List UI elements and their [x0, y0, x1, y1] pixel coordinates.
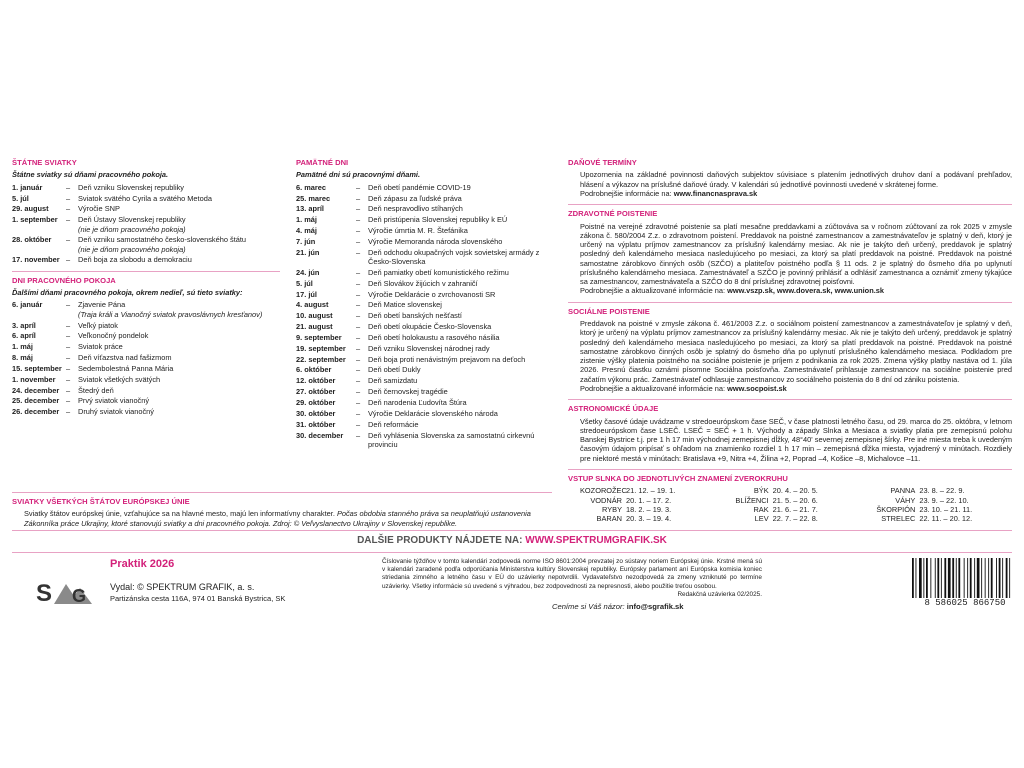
- holiday-name: Druhý sviatok vianočný: [78, 407, 154, 417]
- holiday-name: Deň nespravodlivo stíhaných: [368, 204, 463, 214]
- zodiac-item: [873, 486, 1012, 495]
- zodiac-item: [873, 496, 1012, 505]
- dash: –: [66, 300, 71, 310]
- svg-text:G: G: [72, 586, 87, 606]
- holiday-date: 28. október: [12, 235, 52, 245]
- holiday-note: (nie je dňom pracovného pokoja): [78, 244, 186, 254]
- holiday-date: 8. máj: [12, 353, 33, 363]
- social-link[interactable]: www.socpoist.sk: [727, 383, 787, 393]
- dash: –: [356, 343, 361, 353]
- zodiac-name: RAK: [753, 504, 769, 514]
- dash: –: [356, 354, 361, 364]
- zodiac-range: 21. 6. – 21. 7.: [772, 504, 818, 514]
- holiday-row: [296, 237, 541, 246]
- holiday-date: 25. marec: [296, 193, 331, 203]
- svg-text:S: S: [36, 580, 53, 606]
- feedback-email[interactable]: info@sgrafik.sk: [626, 602, 684, 611]
- dash: –: [66, 204, 71, 214]
- zodiac-name: VÁHY: [895, 495, 916, 505]
- holiday-row: [12, 386, 280, 395]
- holiday-name-cell: [368, 355, 541, 364]
- holiday-name-cell: [78, 183, 280, 192]
- tax-title: DAŇOVÉ TERMÍNY: [568, 158, 637, 167]
- holiday-name-cell: [78, 364, 280, 373]
- holiday-row: [296, 333, 541, 342]
- rest-days-section: [12, 276, 280, 417]
- holiday-date: 4. august: [296, 300, 329, 310]
- state-holidays-intro: Štátne sviatky sú dňami pracovného pokoja.: [12, 170, 169, 180]
- social-section: [568, 307, 1012, 393]
- dash: –: [66, 363, 71, 373]
- holiday-name: Deň reformácie: [368, 419, 419, 429]
- social-text: Preddavok na poistné v zmysle zákona č. 461/2003 Z.z. o sociálnom poistení zamestnancov a zamestnávateľov je splatný v deň, ktorý je určený na výplatu príjmov zamestnancov za príslušný kalendárny mesiac. Ak nie je takýto deň určený, preddavok je splatný posledný deň kalendárneho mesiaca nasledujúceho po mesiaci, za ktorý sa platí preddavok na poistné. Preddavok na poistné samostatne zárobkovo činných osôb je splatný do ôsmeho dňa po uplynutí príslušného kalendárneho mesiaca. Podkladom pre zistenie výšky platenia poistného na sociálne poistenie je príjem z podnikania za rok 2025. Zmena výšky platby nastáva od 1. júla 2026. Presnú čiastku oznámi písomne Sociálna poisťovňa. Zamestnávateľ prihlasuje zamestnancov na sociálne poistenie pred začatím výkonu prác. Zamestnávateľ odhlasuje zamestnancov zo sociálneho poistenia do 8 dní od zániku poistenia.: [580, 319, 1012, 384]
- holiday-name: Deň obetí Dukly: [368, 365, 421, 375]
- zodiac-range: 23. 10. – 21. 11.: [919, 504, 973, 514]
- dash: –: [66, 182, 71, 192]
- dash: –: [66, 235, 71, 245]
- holiday-row: [12, 300, 280, 319]
- divider: [568, 399, 1012, 400]
- zodiac-item: [727, 514, 866, 523]
- astro-section: [568, 404, 1012, 463]
- zodiac-name: PANNA: [890, 486, 916, 496]
- holiday-name-cell: [78, 342, 280, 351]
- holiday-name: Zjavenie Pána: [78, 300, 126, 310]
- holiday-name: Výročie Memoranda národa slovenského: [368, 236, 503, 246]
- column-info: [568, 158, 1012, 529]
- zodiac-name: LEV: [754, 514, 769, 524]
- holiday-date: 1. január: [12, 182, 43, 192]
- dash: –: [356, 226, 361, 236]
- holiday-date: 29. október: [296, 398, 336, 408]
- holiday-name-cell: [78, 375, 280, 384]
- holiday-name: Deň obetí okupácie Česko-Slovenska: [368, 322, 492, 332]
- dash: –: [66, 255, 71, 265]
- holiday-date: 24. december: [12, 385, 60, 395]
- holiday-date: 17. júl: [296, 289, 317, 299]
- holiday-row: [12, 204, 280, 213]
- holiday-date: 17. november: [12, 255, 60, 265]
- banner-prefix: DALŠIE PRODUKTY NÁJDETE NA:: [357, 535, 523, 546]
- holiday-name: Výročie úmrtia M. R. Štefánika: [368, 226, 468, 236]
- dash: –: [66, 374, 71, 384]
- holiday-name-cell: [368, 248, 541, 267]
- holiday-note: (Traja králi a Vianočný sviatok pravoslávnych kresťanov): [78, 309, 263, 319]
- state-holidays-title: ŠTÁTNE SVIATKY: [12, 158, 77, 167]
- holiday-name: Výročie SNP: [78, 204, 120, 214]
- holiday-date: 9. september: [296, 332, 342, 342]
- state-holidays-list: [12, 183, 280, 265]
- divider: [12, 271, 280, 272]
- zodiac-item: [727, 496, 866, 505]
- holiday-name: Deň víťazstva nad fašizmom: [78, 353, 172, 363]
- holiday-name: Deň vzniku samostatného česko-slovenského štátu: [78, 235, 247, 245]
- holiday-name-cell: [368, 204, 541, 213]
- dash: –: [66, 193, 71, 203]
- holiday-name: Deň vzniku Slovenskej národnej rady: [368, 343, 490, 353]
- holiday-name: Veľkonočný pondelok: [78, 331, 149, 341]
- holiday-row: [296, 204, 541, 213]
- holiday-name: Deň Slovákov žijúcich v zahraničí: [368, 278, 478, 288]
- holiday-name-cell: [368, 237, 541, 246]
- zodiac-title: VSTUP SLNKA DO JEDNOTLIVÝCH ZNAMENÍ ZVEROKRUHU: [568, 473, 788, 483]
- zodiac-range: 23. 9. – 22. 10.: [919, 495, 969, 505]
- holiday-date: 10. august: [296, 311, 333, 321]
- dash: –: [356, 300, 361, 310]
- social-title: SOCIÁLNE POISTENIE: [568, 306, 650, 316]
- zodiac-item: [727, 505, 866, 514]
- holiday-name: Deň obetí holokaustu a rasového násilia: [368, 332, 500, 342]
- holiday-row: [296, 322, 541, 331]
- holiday-name-cell: [368, 183, 541, 192]
- holiday-row: [296, 226, 541, 235]
- eu-note: Počas obdobia stanného práva sa neuplatňujú ustanovenia Zákonníka práce Ukrajiny, ktoré stanovujú sviatky a dni pracovného pokoja. Zdroj: © Veľvyslanectvo Ukrajiny v Slovenskej republike.: [24, 509, 531, 528]
- dash: –: [356, 267, 361, 277]
- holiday-name-cell: [368, 409, 541, 418]
- holiday-name-cell: [368, 387, 541, 396]
- holiday-name: Deň samizdatu: [368, 376, 418, 386]
- astro-text: Všetky časové údaje uvádzame v stredoeurópskom čase SEČ, v čase platnosti letného času, od 29. marca do 25. októbra, v letnom stredoeurópskom čase LSEČ. LSEČ = SEČ + 1 h. Východy a západy Slnka a Mesiaca a sviatky platia pre zemepisnú polohu Banskej Bystrice t.j. pre 1 h 17 min východnej zemepisnej dĺžky, 48°40' severnej zemepisnej šírky. Pre iné miesta treba k uvedeným časovým údajom pripísať s ohľadom na znamienko rozdiel 1 h 17 min – zemepisná dĺžka miesta, vyjadrený v minútach. Rozdiely pre niektoré mestá v minútach: Bratislava +9, Nitra +4, Žilina +2, Poprad –4, Košice –8, Michalovce –11.: [580, 416, 1012, 463]
- holiday-row: [12, 353, 280, 362]
- zodiac-name: RYBY: [602, 504, 622, 514]
- zodiac-range: 21. 12. – 19. 1.: [626, 486, 676, 496]
- holiday-date: 1. november: [12, 374, 56, 384]
- holiday-name-cell: [368, 322, 541, 331]
- holiday-name: Deň narodenia Ľudovíta Štúra: [368, 398, 467, 408]
- holiday-row: [296, 387, 541, 396]
- holiday-name: Štedrý deň: [78, 385, 114, 395]
- holiday-name: Sedembolestná Panna Mária: [78, 363, 174, 373]
- dash: –: [356, 408, 361, 418]
- holiday-name-cell: [368, 398, 541, 407]
- holiday-name: Deň vzniku Slovenskej republiky: [78, 182, 184, 192]
- holiday-date: 6. apríl: [12, 331, 36, 341]
- holiday-name-cell: [368, 311, 541, 320]
- holiday-row: [12, 255, 280, 264]
- holiday-name-cell: [78, 407, 280, 416]
- holiday-row: [296, 376, 541, 385]
- holiday-name-cell: [368, 344, 541, 353]
- holiday-name-cell: [368, 194, 541, 203]
- column-memorial: [296, 158, 541, 451]
- holiday-row: [296, 268, 541, 277]
- dash: –: [356, 182, 361, 192]
- memorial-days-title: PAMÄTNÉ DNI: [296, 158, 349, 167]
- holiday-row: [296, 248, 541, 267]
- zodiac-range: 20. 3. – 19. 4.: [626, 514, 672, 524]
- holiday-row: [296, 300, 541, 309]
- holiday-row: [296, 279, 541, 288]
- holiday-name: Deň pamiatky obetí komunistického režimu: [368, 267, 509, 277]
- holiday-name-cell: [78, 321, 280, 330]
- dash: –: [66, 331, 71, 341]
- zodiac-grid: [568, 486, 1012, 523]
- holiday-name: Deň obetí pandémie COVID-19: [368, 182, 471, 192]
- dash: –: [356, 289, 361, 299]
- holiday-name-cell: [368, 431, 541, 450]
- eu-text: Sviatky štátov európskej únie, vzťahujúce sa na hlavné mesto, majú len informatívny charakter.: [24, 509, 335, 519]
- holiday-date: 19. september: [296, 343, 346, 353]
- holiday-date: 1. september: [12, 215, 58, 225]
- holiday-row: [296, 355, 541, 364]
- eu-holidays-section: [12, 488, 552, 528]
- zodiac-name: KOZOROŽEC: [580, 486, 627, 496]
- holiday-date: 6. marec: [296, 182, 326, 192]
- zodiac-item: [580, 505, 719, 514]
- holiday-name-cell: [368, 226, 541, 235]
- holiday-row: [12, 321, 280, 330]
- banner-url[interactable]: WWW.SPEKTRUMGRAFIK.SK: [525, 535, 667, 546]
- dash: –: [66, 407, 71, 417]
- dash: –: [356, 236, 361, 246]
- zodiac-name: VODNÁR: [590, 495, 622, 505]
- product-title: Praktik 2026: [110, 558, 175, 570]
- holiday-date: 24. jún: [296, 267, 320, 277]
- astro-title: ASTRONOMICKÉ ÚDAJE: [568, 404, 659, 414]
- holiday-name: Deň Matice slovenskej: [368, 300, 442, 310]
- dash: –: [66, 215, 71, 225]
- health-link[interactable]: www.vszp.sk, www.dovera.sk, www.union.sk: [727, 286, 884, 296]
- zodiac-range: 20. 1. – 17. 2.: [626, 495, 672, 505]
- dash: –: [66, 353, 71, 363]
- holiday-name: Deň obetí banských nešťastí: [368, 311, 462, 321]
- legal-notice: [382, 558, 762, 599]
- holiday-row: [12, 407, 280, 416]
- holiday-date: 13. apríl: [296, 204, 324, 214]
- holiday-row: [296, 398, 541, 407]
- holiday-date: 1. máj: [12, 342, 33, 352]
- holiday-name: Prvý sviatok vianočný: [78, 396, 150, 406]
- health-section: [568, 209, 1012, 295]
- holiday-date: 21. jún: [296, 247, 320, 257]
- holiday-name: Deň odchodu okupačných vojsk sovietskej armády z Česko-Slovenska: [368, 247, 540, 267]
- holiday-name: Sviatok práce: [78, 342, 123, 352]
- dash: –: [356, 322, 361, 332]
- holiday-name-cell: [78, 204, 280, 213]
- zodiac-item: [873, 505, 1012, 514]
- health-title: ZDRAVOTNÉ POISTENIE: [568, 209, 658, 219]
- holiday-row: [296, 420, 541, 429]
- dash: –: [356, 278, 361, 288]
- tax-text: Upozornenia na základné povinnosti daňových subjektov súvisiace s platením jednotlivých druhov daní a podávaní prehľadov, hlásení a výkazov na príslušné daňové úrady. V kalendári sú jednotlivé povinnosti uvedené v skrátenej forme.: [580, 170, 1012, 189]
- holiday-name: Výročie Deklarácie o zvrchovanosti SR: [368, 289, 496, 299]
- holiday-name-cell: [368, 365, 541, 374]
- holiday-name: Sviatok všetkých svätých: [78, 374, 161, 384]
- memorial-days-list: [296, 183, 541, 449]
- social-link-label: Podrobnejšie a aktualizované informácie na:: [580, 383, 726, 393]
- divider: [568, 302, 1012, 303]
- divider: [568, 469, 1012, 470]
- holiday-row: [12, 342, 280, 351]
- holiday-name: Deň vyhlásenia Slovenska za samostatnú cirkevnú provinciu: [368, 430, 535, 449]
- zodiac-range: 18. 2. – 19. 3.: [626, 504, 672, 514]
- holiday-date: 27. október: [296, 387, 336, 397]
- holiday-row: [12, 183, 280, 192]
- dash: –: [356, 376, 361, 386]
- zodiac-name: BÝK: [753, 486, 769, 496]
- holiday-date: 22. september: [296, 354, 346, 364]
- rest-days-intro: Ďalšími dňami pracovného pokoja, okrem nedieľ, sú tieto sviatky:: [12, 288, 243, 298]
- zodiac-range: 23. 8. – 22. 9.: [919, 486, 965, 496]
- zodiac-name: BLÍŽENCI: [735, 495, 769, 505]
- holiday-date: 25. december: [12, 396, 60, 406]
- holiday-name-cell: [78, 215, 280, 234]
- holiday-name-cell: [368, 290, 541, 299]
- holiday-row: [296, 365, 541, 374]
- holiday-row: [12, 194, 280, 203]
- holiday-name: Sviatok svätého Cyrila a svätého Metoda: [78, 193, 212, 203]
- zodiac-section: [568, 474, 1012, 523]
- zodiac-name: ŠKORPIÓN: [876, 504, 916, 514]
- holiday-name: Deň boja za slobodu a demokraciu: [78, 255, 192, 265]
- dash: –: [356, 193, 361, 203]
- holiday-name-cell: [78, 396, 280, 405]
- holiday-date: 26. december: [12, 407, 60, 417]
- dash: –: [66, 342, 71, 352]
- eu-title: SVIATKY VŠETKÝCH ŠTÁTOV EURÓPSKEJ ÚNIE: [12, 497, 190, 506]
- health-text: Poistné na verejné zdravotné poistenie sa platí mesačne preddavkami a zúčtováva sa v ročnom zúčtovaní za rok 2025 v zmysle zákona č. 580/2004 Z.z. o zdravotnom poistení. Preddavok na poistné zamestnancov a zamestnávateľov je splatný v deň, ktorý je určený na výplatu príjmov zamestnancov za príslušný kalendárny mesiac. Ak nie je takýto deň určený, preddavok je splatný posledný deň kalendárneho mesiaca nasledujúceho po mesiaci, za ktorý sa platí preddavok na poistné. Preddavok na poistné samostatne zárobkovo činných osôb (SZČO) a platiteľov poistného podľa § 11 ods. 2 je splatný do ôsmeho dňa po uplynutí príslušného kalendárneho mesiaca. Zamestnávateľ a SZČO je povinný prihlásiť a odhlásiť zamestnanca a oznámiť zmeny týkajúce sa zamestnancov, zamestnávateľa a SZČO do 8 dní príslušnej zdravotnej poisťovni.: [580, 221, 1012, 287]
- rest-days-list: [12, 300, 280, 416]
- dash: –: [356, 387, 361, 397]
- feedback-label: Ceníme si Váš názor:: [552, 602, 625, 611]
- zodiac-item: [727, 486, 866, 495]
- legal-text: Číslovanie týždňov v tomto kalendári zodpovedá norme ISO 8601:2004 prevzatej zo sústavy noriem Európskej únie. Krstné mená sú v kalendári zaradené podľa odporúčania Ministerstva kultúry Slovenskej republiky. Európsky parlament aní Európska komisia koniec striedania zimného a letného času v EÚ do uzávierky nepotvrdili. Vydavateľstvo nezodpovedá za zmeny vzniknuté po termíne uzávierky. Všetky informácie sú uvedené s výhradou, bez zodpovednosti za nepresnosti, alebo použitie treťou osobou.: [382, 558, 762, 590]
- dash: –: [356, 215, 361, 225]
- holiday-name-cell: [368, 268, 541, 277]
- holiday-row: [296, 311, 541, 320]
- health-link-label: Podrobnejšie a aktualizované informácie na:: [580, 286, 726, 296]
- holiday-date: 7. jún: [296, 236, 316, 246]
- holiday-row: [296, 431, 541, 450]
- barcode-number: 8 586025 866750: [906, 598, 1024, 609]
- holiday-date: 6. október: [296, 365, 332, 375]
- holiday-name-cell: [78, 353, 280, 362]
- holiday-name-cell: [368, 376, 541, 385]
- dash: –: [356, 398, 361, 408]
- zodiac-range: 21. 5. – 20. 6.: [772, 495, 818, 505]
- dash: –: [356, 332, 361, 342]
- tax-link-label: Podrobnejšie informácie na:: [580, 188, 672, 198]
- dash: –: [356, 204, 361, 214]
- zodiac-item: [580, 514, 719, 523]
- tax-section: [568, 158, 1012, 198]
- holiday-name: Výročie Deklarácie slovenského národa: [368, 408, 498, 418]
- holiday-name-cell: [78, 386, 280, 395]
- holiday-date: 31. október: [296, 419, 336, 429]
- holiday-row: [12, 396, 280, 405]
- holiday-date: 12. október: [296, 376, 336, 386]
- holiday-date: 30. október: [296, 408, 336, 418]
- feedback: [552, 602, 684, 611]
- publisher-address: Partizánska cesta 116A, 974 01 Banská Bystrica, SK: [110, 594, 286, 603]
- zodiac-item: [873, 514, 1012, 523]
- divider: [12, 492, 552, 493]
- dash: –: [66, 320, 71, 330]
- holiday-row: [296, 290, 541, 299]
- rest-days-title: DNI PRACOVNÉHO POKOJA: [12, 275, 116, 285]
- holiday-name-cell: [78, 300, 280, 319]
- holiday-name-cell: [368, 420, 541, 429]
- holiday-row: [296, 215, 541, 224]
- dash: –: [66, 385, 71, 395]
- holiday-row: [12, 375, 280, 384]
- holiday-name-cell: [78, 194, 280, 203]
- publisher: Vydal: © SPEKTRUM GRAFIK, a. s.: [110, 582, 255, 592]
- holiday-row: [296, 344, 541, 353]
- holiday-name-cell: [78, 331, 280, 340]
- holiday-row: [12, 331, 280, 340]
- dash: –: [356, 247, 361, 257]
- holiday-name: Deň boja proti nenávistným prejavom na deťoch: [368, 354, 526, 364]
- holiday-row: [296, 183, 541, 192]
- holiday-date: 29. august: [12, 204, 49, 214]
- holiday-note: (nie je dňom pracovného pokoja): [78, 224, 186, 234]
- holiday-name: Deň Ústavy Slovenskej republiky: [78, 215, 186, 225]
- holiday-date: 6. január: [12, 300, 43, 310]
- holiday-date: 21. august: [296, 322, 333, 332]
- memorial-days-intro: Pamätné dni sú pracovnými dňami.: [296, 170, 421, 180]
- holiday-name: Deň černovskej tragédie: [368, 387, 448, 397]
- holiday-date: 30. december: [296, 430, 344, 440]
- dash: –: [356, 311, 361, 321]
- editorial-deadline: Redakčná uzávierka 02/2025.: [677, 590, 762, 598]
- footer: [12, 552, 1012, 616]
- holiday-date: 15. september: [12, 363, 62, 373]
- holiday-row: [296, 194, 541, 203]
- holiday-date: 5. júl: [296, 278, 313, 288]
- tax-link[interactable]: www.financnasprava.sk: [673, 188, 758, 198]
- holiday-row: [12, 364, 280, 373]
- zodiac-name: BARAN: [596, 514, 622, 524]
- holiday-date: 3. apríl: [12, 320, 36, 330]
- holiday-name: Deň zápasu za ľudské práva: [368, 193, 462, 203]
- state-holidays-section: [12, 158, 280, 265]
- holiday-row: [12, 235, 280, 254]
- zodiac-range: 22. 11. – 20. 12.: [919, 514, 973, 524]
- holiday-date: 5. júl: [12, 193, 29, 203]
- holiday-name: Veľký piatok: [78, 320, 118, 330]
- holiday-date: 1. máj: [296, 215, 317, 225]
- dash: –: [356, 365, 361, 375]
- holiday-name-cell: [78, 255, 280, 264]
- divider: [568, 204, 1012, 205]
- zodiac-name: STRELEC: [881, 514, 916, 524]
- column-holidays: [12, 158, 280, 423]
- holiday-name-cell: [368, 333, 541, 342]
- holiday-name-cell: [368, 215, 541, 224]
- products-banner: [12, 530, 1012, 553]
- spektrum-grafik-logo-icon: [34, 576, 94, 606]
- holiday-row: [12, 215, 280, 234]
- holiday-row: [296, 409, 541, 418]
- zodiac-item: [580, 496, 719, 505]
- holiday-name: Deň pristúpenia Slovenskej republiky k EÚ: [368, 215, 508, 225]
- dash: –: [356, 419, 361, 429]
- zodiac-range: 20. 4. – 20. 5.: [772, 486, 818, 496]
- holiday-name-cell: [368, 279, 541, 288]
- holiday-name-cell: [368, 300, 541, 309]
- holiday-date: 4. máj: [296, 226, 317, 236]
- dash: –: [66, 396, 71, 406]
- zodiac-item: [580, 486, 719, 495]
- zodiac-range: 22. 7. – 22. 8.: [772, 514, 818, 524]
- holiday-name-cell: [78, 235, 280, 254]
- dash: –: [356, 430, 361, 440]
